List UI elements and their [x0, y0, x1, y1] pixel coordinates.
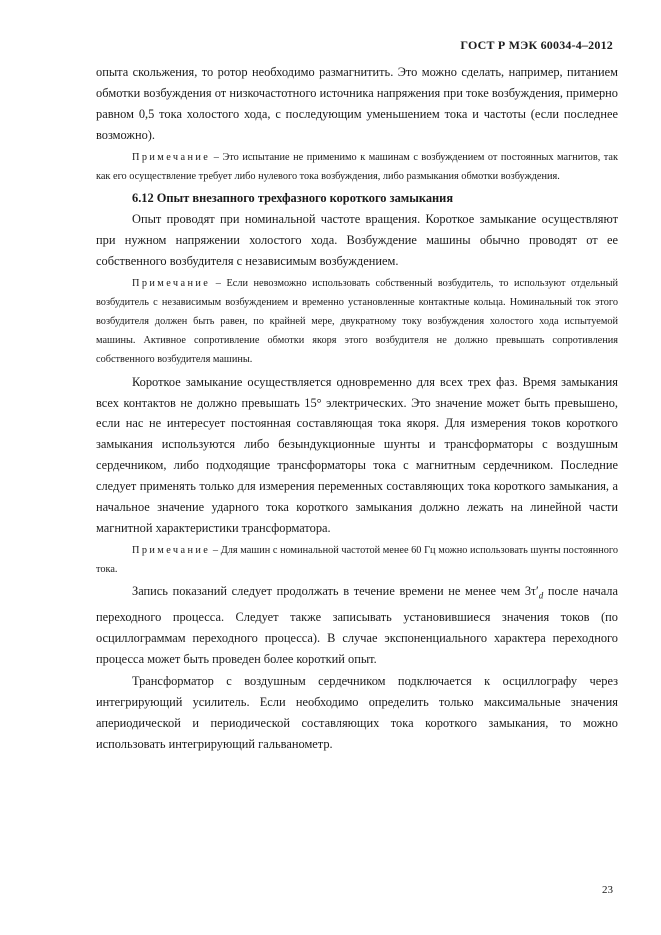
paragraph: Короткое замыкание осуществляется одновременно для всех трех фаз. Время замыкания всех контактов не должно превышать 15° электрических. Это значение может быть превышено, если нас не интересует постоянная составляющая тока якоря. Для измерения токов короткого замыкания используются либо безындукционные шунты и трансформаторы с воздушным сердечником, либо подходящие трансформаторы тока с магнитным сердечником. Последние следует применять только для измерения переменных составляющих тока короткого замыкания, а начальное значение ударного тока короткого замыкания должно лежать на линейной части магнитной характеристики трансформатора. [96, 374, 618, 536]
note-1 [96, 148, 618, 186]
standard-header: ГОСТ Р МЭК 60034-4–2012 [460, 38, 613, 52]
note-2 [96, 274, 618, 370]
page-number: 23 [602, 884, 613, 896]
note-text: – Это испытание не применимо к машинам с возбуждением от постоянных магнитов, так как его осуществление требует либо нулевого тока возбуждения, либо размыкания обмотки возбуждения. [96, 151, 618, 182]
note-3 [96, 541, 618, 579]
section-title: 6.12 Опыт внезапного трехфазного короткого замыкания [132, 191, 454, 206]
note-label: Примечание [132, 277, 211, 289]
text-part: после начала переходного процесса. Следует также записывать установившиеся значения токов (по осциллограммам переходного процесса). В случае экспоненциального характера переходного процесса может быть проведен более короткий опыт. [96, 584, 618, 666]
paragraph: Опыт проводят при номинальной частоте вращения. Короткое замыкание осуществляют при нужном напряжении холостого хода. Возбуждение машины обычно проводят от ее собственного возбудителя с независимым возбуждением. [96, 211, 618, 268]
page-content [96, 62, 618, 755]
paragraph [96, 581, 618, 669]
note-text: – Если невозможно использовать собственный возбудитель, то используют отдельный возбудитель с независимым возбуждением и временно установленные контактные кольца. Номинальный ток этого возбудителя должен быть равен, по крайней мере, двукратному току возбуждения холостого хода испытуемой машины. Активное сопротивление обмотки якоря этого возбудителя не должно превышать сопротивления собственного возбудителя машины. [96, 277, 618, 366]
note-label: Примечание [132, 544, 211, 556]
note-label: Примечание [132, 151, 211, 163]
paragraph-continuation: опыта скольжения, то ротор необходимо размагнитить. Это можно сделать, например, питанием обмотки возбуждения от низкочастотного источника напряжения при токе возбуждения, примерно равном 0,5 тока холостого хода, с последующим уменьшением тока и частоты (если последнее возможно). [96, 65, 618, 142]
note-text: – Для машин с номинальной частотой менее 60 Гц можно использовать шунты постоянного тока. [96, 544, 618, 576]
subscript: d [538, 590, 544, 601]
text-part: Запись показаний следует продолжать в течение времени не менее чем 3τ′ [132, 584, 539, 599]
paragraph: Трансформатор с воздушным сердечником подключается к осциллографу через интегрирующий усилитель. Если необходимо определить только максимальные значения апериодической и периодической составляющих тока короткого замыкания, то можно использовать интегрирующий гальванометр. [96, 674, 618, 752]
